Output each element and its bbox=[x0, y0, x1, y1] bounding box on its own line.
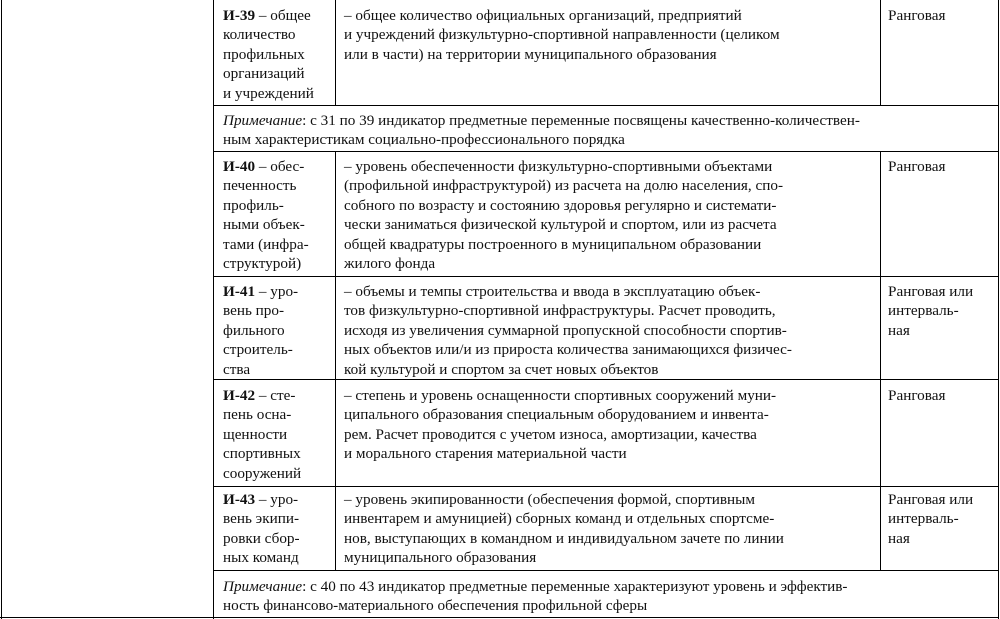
scale-type-cell: Ранговая bbox=[888, 387, 946, 404]
row-divider bbox=[213, 151, 999, 152]
left-page-border bbox=[1, 0, 2, 619]
indicator-description-cell: – уровень экипированности (обеспечения формой, спортивным инвентарем и амуницией) сборных команд и отдельных спортсме- нов, выступающих в командном и индивидуальном зачете по линии муниципального образования bbox=[344, 491, 784, 567]
row-divider bbox=[213, 486, 999, 487]
row-divider bbox=[213, 276, 999, 277]
indicator-description-cell: – объемы и темпы строительства и ввода в эксплуатацию объек- тов физкультурно-спортивной инфраструктуры. Расчет проводить, исходя из увеличения суммарной пропускной способности спортив- ных объектов или/и из прироста количества занимающихся физичес- кой культурой и спортом за счет новых объектов bbox=[344, 283, 792, 378]
indicator-name-cell: И-41 – уро- вень про- фильного строитель- ства bbox=[223, 283, 299, 378]
column-divider-1 bbox=[335, 151, 336, 570]
row-divider bbox=[213, 105, 999, 106]
note-label: Примечание bbox=[223, 112, 303, 129]
note-row: Примечание: с 40 по 43 индикатор предметные переменные характеризуют уровень и эффектив- ность финансово-материального обеспечения профильной сферы bbox=[223, 578, 848, 615]
row-divider bbox=[213, 570, 999, 571]
column-divider-2 bbox=[880, 151, 881, 570]
row-divider bbox=[213, 379, 999, 380]
scale-type-cell: Ранговая или интерваль- ная bbox=[888, 283, 974, 339]
indicator-description-cell: – уровень обеспеченности физкультурно-спортивными объектами (профильной инфраструктурой) из расчета на долю населения, спо- собного по возрасту и состоянию здоровья регулярно и системати- чески заниматься физической культурой и спортом, или из расчета общей квадратуры построенного в муниципальном образовании жилого фонда bbox=[344, 158, 784, 273]
note-row: Примечание: с 31 по 39 индикатор предметные переменные посвящены качественно-количествен- ным характеристикам социально-профессионального порядка bbox=[223, 112, 860, 149]
note-label: Примечание bbox=[223, 578, 303, 595]
scale-type-cell: Ранговая bbox=[888, 158, 946, 175]
table-right-border bbox=[998, 0, 999, 619]
scale-type-cell: Ранговая или интерваль- ная bbox=[888, 491, 974, 547]
indicator-description-cell: – общее количество официальных организаций, предприятий и учреждений физкультурно-спортивной направленности (целиком или в части) на территории муниципального образования bbox=[344, 7, 780, 63]
column-divider-1 bbox=[335, 0, 336, 105]
indicator-name-cell: И-40 – обес- печенность профиль- ными объек- тами (инфра- структурой) bbox=[223, 158, 309, 273]
indicator-name-cell: И-39 – общее количество профильных организаций и учреждений bbox=[223, 7, 314, 102]
column-divider-2 bbox=[880, 0, 881, 105]
indicator-name-cell: И-43 – уро- вень экипи- ровки сбор- ных команд bbox=[223, 491, 300, 567]
table-bottom-border bbox=[0, 617, 999, 618]
scale-type-cell: Ранговая bbox=[888, 7, 946, 24]
table-left-border bbox=[213, 0, 214, 619]
indicator-name-cell: И-42 – сте- пень осна- щенности спортивных сооружений bbox=[223, 387, 302, 482]
indicator-description-cell: – степень и уровень оснащенности спортивных сооружений муни- ципального образования специальным оборудованием и инвента- рем. Расчет проводится с учетом износа, амортизации, качества и морального старения материальной части bbox=[344, 387, 777, 463]
